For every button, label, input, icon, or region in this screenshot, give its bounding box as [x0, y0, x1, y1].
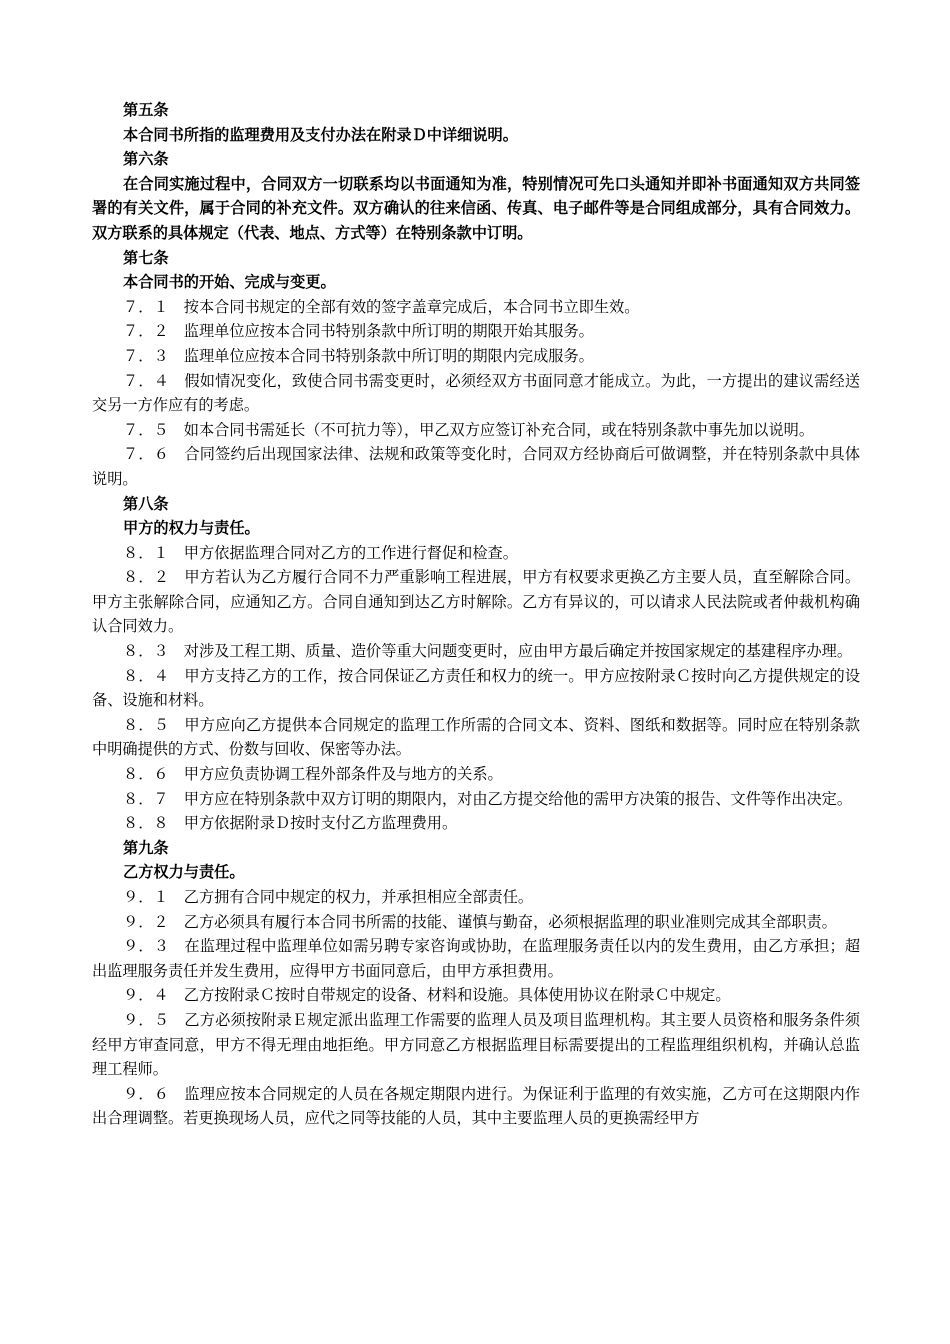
clause-7-4: ７．４ 假如情况变化，致使合同书需变更时，必须经双方书面同意才能成立。为此，一方提出的建议需经送交另一方作应有的考虑。 [92, 371, 860, 415]
article-5-heading: 第五条 [123, 101, 169, 119]
clause-7-1: ７．１ 按本合同书规定的全部有效的签字盖章完成后，本合同书立即生效。 [123, 297, 640, 316]
clause-8-5: ８．５ 甲方应向乙方提供本合同规定的监理工作所需的合同文本、资料、图纸和数据等。同时应在特别条款中明确提供的方式、份数与回收、保密等办法。 [92, 715, 860, 759]
clause-8-2: ８．２ 甲方若认为乙方履行合同不力严重影响工程进展，甲方有权要求更换乙方主要人员，直至解除合同。甲方主张解除合同，应通知乙方。合同自通知到达乙方时解除。乙方有异议的，可以请求人民法院或者仲裁机构确认合同效力。 [92, 568, 860, 636]
clause-7-3: ７．３ 监理单位应按本合同书特别条款中所订明的期限内完成服务。 [123, 346, 594, 365]
article-5-title: 本合同书所指的监理费用及支付办法在附录Ｄ中详细说明。 [123, 125, 518, 144]
clause-7-2: ７．２ 监理单位应按本合同书特别条款中所订明的期限开始其服务。 [123, 322, 594, 341]
clause-9-1: ９．１ 乙方拥有合同中规定的权力，并承担相应全部责任。 [123, 888, 534, 906]
article-9-title: 乙方权力与责任。 [123, 863, 245, 882]
clause-9-4: ９．４ 乙方按附录Ｃ按时自带规定的设备、材料和设施。具体使用协议在附录Ｃ中规定。 [123, 986, 731, 1005]
clause-7-5: ７．５ 如本合同书需延长（不可抗力等），甲乙双方应签订补充合同，或在特别条款中事先加以说明。 [123, 420, 815, 439]
clause-9-5: ９．５ 乙方必须按附录Ｅ规定派出监理工作需要的监理人员及项目监理机构。其主要人员资格和服务条件须经甲方审查同意，甲方不得无理由地拒绝。甲方同意乙方根据监理目标需要提出的工程监理组织机构，并确认总监理工程师。 [92, 1010, 860, 1079]
clause-9-2: ９．２ 乙方必须具有履行本合同书所需的技能、谨慎与勤奋，必须根据监理的职业准则完成其全部职责。 [123, 912, 837, 931]
article-6-body: 在合同实施过程中，合同双方一切联系均以书面通知为准，特别情况可先口头通知并即补书面通知双方共同签署的有关文件，属于合同的补充文件。双方确认的往来信函、传真、电子邮件等是合同组成部分，具有合同效力。双方联系的具体规定（代表、地点、方式等）在特别条款中订明。 [92, 174, 860, 242]
clause-8-1: ８．１ 甲方依据监理合同对乙方的工作进行督促和检查。 [123, 543, 518, 562]
clause-9-6: ９．６ 监理应按本合同规定的人员在各规定期限内进行。为保证利于监理的有效实施，乙方可在这期限内作出合理调整。若更换现场人员，应代之同等技能的人员，其中主要监理人员的更换需经甲方 [92, 1084, 860, 1128]
clause-7-6: ７．６ 合同签约后出现国家法律、法规和政策等变化时，合同双方经协商后可做调整，并在特别条款中具体说明。 [92, 445, 860, 488]
clause-9-3: ９．３ 在监理过程中监理单位如需另聘专家咨询或协助，在监理服务责任以内的发生费用，由乙方承担；超出监理服务责任并发生费用，应得甲方书面同意后，由甲方承担费用。 [92, 937, 860, 980]
clause-8-3: ８．３ 对涉及工程工期、质量、造价等重大问题变更时，应由甲方最后确定并按国家规定的基建程序办理。 [123, 642, 852, 661]
article-7-heading: 第七条 [123, 248, 169, 267]
article-6-heading: 第六条 [123, 150, 169, 169]
clause-8-7: ８．７ 甲方应在特别条款中双方订明的期限内，对由乙方提交给他的需甲方决策的报告、文件等作出决定。 [123, 789, 852, 808]
article-9-heading: 第九条 [123, 838, 169, 857]
article-7-title: 本合同书的开始、完成与变更。 [123, 273, 336, 292]
article-8-title: 甲方的权力与责任。 [123, 519, 260, 538]
article-8-heading: 第八条 [123, 494, 169, 513]
clause-8-8: ８．８ 甲方依据附录Ｄ按时支付乙方监理费用。 [123, 814, 458, 833]
clause-8-6: ８．６ 甲方应负责协调工程外部条件及与地方的关系。 [123, 765, 503, 784]
clause-8-4: ８．４ 甲方支持乙方的工作，按合同保证乙方责任和权力的统一。甲方应按附录Ｃ按时向乙方提供规定的设备、设施和材料。 [92, 666, 860, 710]
